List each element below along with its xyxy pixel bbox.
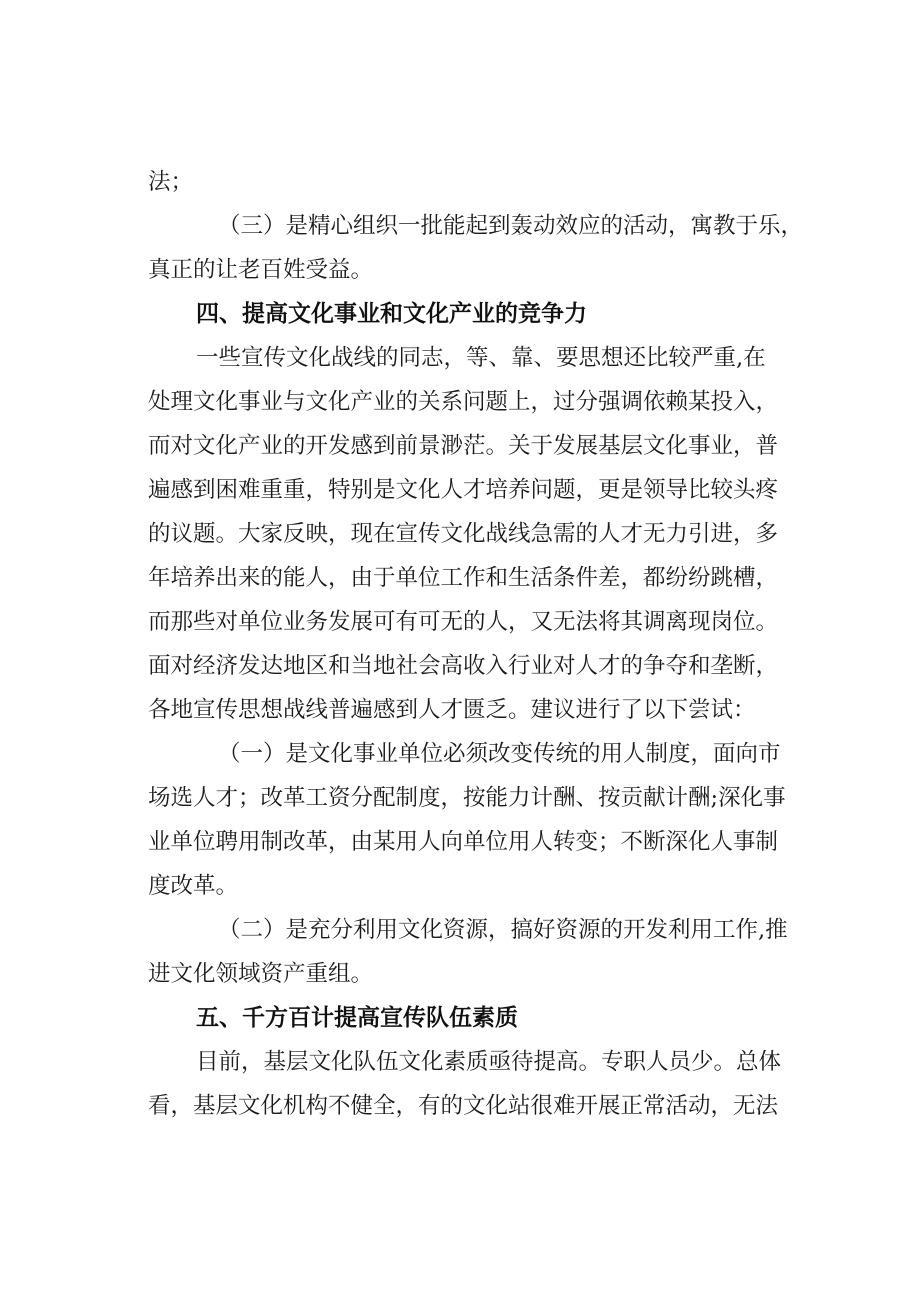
section-heading: 四、提高文化事业和文化产业的竞争力 (196, 301, 587, 327)
text-line: 法； (148, 169, 194, 195)
text-line: 而那些对单位业务发展可有可无的人，又无法将其调离现岗位。 (148, 609, 779, 635)
text-line: 而对文化产业的开发感到前景渺茫。关于发展基层文化事业，普 (148, 433, 779, 459)
text-line: 业单位聘用制改革，由某用人向单位用人转变；不断深化人事制 (148, 829, 779, 855)
text-line: 一些宣传文化战线的同志，等、靠、要思想还比较严重,在 (196, 345, 766, 371)
text-line: 的议题。大家反映，现在宣传文化战线急需的人才无力引进，多 (148, 521, 779, 547)
text-line: 场选人才；改革工资分配制度，按能力计酬、按贡献计酬;深化事 (148, 785, 786, 811)
text-line: 遍感到困难重重，特别是文化人才培养问题，更是领导比较头疼 (148, 477, 779, 503)
text-line: 真正的让老百姓受益。 (148, 257, 374, 283)
text-line: 年培养出来的能人，由于单位工作和生活条件差，都纷纷跳槽， (148, 565, 779, 591)
section-heading: 五、千方百计提高宣传队伍素质 (196, 1005, 518, 1031)
text-line: （二）是充分利用文化资源，搞好资源的开发利用工作,推 (218, 917, 788, 943)
text-line: 目前，基层文化队伍文化素质亟待提高。专职人员少。总体 (196, 1049, 782, 1075)
text-line: 进文化领域资产重组。 (148, 961, 374, 987)
text-line: （三）是精心组织一批能起到轰动效应的活动，寓教于乐， (218, 213, 804, 239)
text-line: 处理文化事业与文化产业的关系问题上，过分强调依赖某投入， (148, 389, 779, 415)
text-line: （一）是文化事业单位必须改变传统的用人制度，面向市 (218, 741, 781, 767)
text-line: 各地宣传思想战线普遍感到人才匮乏。建议进行了以下尝试： (148, 697, 756, 723)
text-line: 度改革。 (148, 873, 239, 899)
text-line: 面对经济发达地区和当地社会高收入行业对人才的争夺和垄断， (148, 653, 779, 679)
text-line: 看，基层文化机构不健全，有的文化站很难开展正常活动，无法 (148, 1093, 779, 1119)
